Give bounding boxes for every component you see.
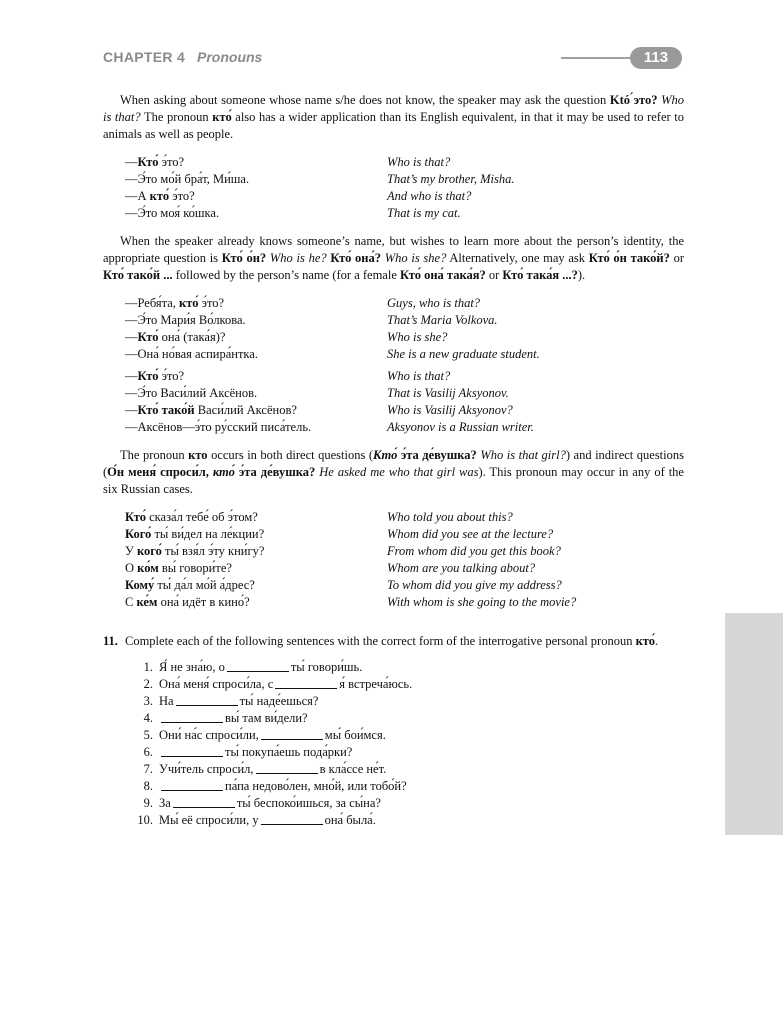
examples-block-1: [103, 154, 684, 222]
exercise-item: 1. Я́ не зна́ю, о ты́ говори́шь.: [143, 660, 363, 674]
example-row: —Э́то мо́й бра́т, Ми́ша. That’s my brother, Misha.: [125, 172, 515, 186]
exercise-item: 6. ты́ покупа́ешь пода́рки?: [143, 745, 353, 759]
answer-blank[interactable]: [261, 812, 323, 825]
chapter-label: CHAPTER 4: [103, 49, 186, 65]
paragraph-3: The pronoun кто occurs in both direct questions (Кто́ э́та де́вушка? Who is that girl?) and indirect questions (О́н меня́ спроси́л, кто́ э́та де́вушка? He asked me who that girl was). This pronoun may occur in any of the six Russian cases.: [103, 448, 684, 496]
example-row: —Кто́ э́то? Who is that?: [125, 369, 451, 383]
exercise-item: 9. За ты́ беспоко́ишься, за сы́на?: [143, 796, 381, 810]
answer-blank[interactable]: [275, 676, 337, 689]
exercise-instruction: Complete each of the following sentences with the correct form of the interrogative personal pronoun кто́.: [125, 634, 659, 648]
paragraph-2: When the speaker already knows someone’s name, but wishes to learn more about the person’s identity, the appropriate question is Кто́ о́н? Who is he? Кто́ она́? Who is she? Alternatively, one may ask Кто́ о́н тако́й? or Кто́ тако́й ... followed by the person’s name (for a female Кто́ она́ така́я? or Кто́ така́я ...?).: [103, 234, 685, 282]
example-row: Кому́ ты́ да́л мо́й а́дрес? To whom did you give my address?: [125, 578, 562, 592]
example-row: —Кто́ она́ (така́я)? Who is she?: [125, 330, 448, 344]
page-header: [103, 48, 683, 70]
answer-blank[interactable]: [173, 795, 235, 808]
exercise-item: 3. На ты́ наде́ешься?: [143, 694, 319, 708]
exercise-item: 4. вы́ там ви́дели?: [143, 711, 308, 725]
examples-block-2a: [103, 295, 684, 363]
paragraph-1: When asking about someone whose name s/he does not know, the speaker may ask the question Któ ́это? Who is that? The pronoun кто́ also has a wider application than its English equivalent, in that it may be used to refer to animals as well as people.: [103, 93, 685, 141]
exercise-item: 8. па́па недово́лен, мно́й, или тобо́й?: [143, 779, 407, 793]
example-row: У кого́ ты́ взя́л э́ту кни́гу? From whom did you get this book?: [125, 544, 561, 558]
example-row: —Кто́ э́то? Who is that?: [125, 155, 451, 169]
answer-blank[interactable]: [176, 693, 238, 706]
example-row: Кто́ сказа́л тебе́ об э́том? Who told you about this?: [125, 510, 513, 524]
answer-blank[interactable]: [227, 659, 289, 672]
example-row: —Э́то Васи́лий Аксёнов. That is Vasilij Aksyonov.: [125, 386, 509, 400]
page-number-badge: 113: [630, 47, 682, 69]
chapter-side-tab: [725, 613, 783, 835]
answer-blank[interactable]: [261, 727, 323, 740]
exercise-item: 5. Они́ на́с спроси́ли, мы́ бои́мся.: [143, 728, 386, 742]
example-row: С ке́м она́ идёт в кино́? With whom is she going to the movie?: [125, 595, 577, 609]
example-row: Кого́ ты́ ви́дел на ле́кции? Whom did you see at the lecture?: [125, 527, 554, 541]
answer-blank[interactable]: [161, 744, 223, 757]
answer-blank[interactable]: [256, 761, 318, 774]
answer-blank[interactable]: [161, 778, 223, 791]
example-row: —Кто́ тако́й Васи́лий Аксёнов? Who is Vasilij Aksyonov?: [125, 403, 513, 417]
examples-block-3: [103, 509, 684, 611]
chapter-title: Pronouns: [197, 49, 263, 65]
exercise-item: 2. Она́ меня́ спроси́ла, с я́ встреча́юсь.: [143, 677, 413, 691]
exercise-11-prompt: [103, 633, 684, 650]
example-row: —Э́то моя́ ко́шка. That is my cat.: [125, 206, 461, 220]
example-row: —Э́то Мари́я Во́лкова. That’s Maria Volkova.: [125, 313, 498, 327]
example-row: —Ребя́та, кто́ э́то? Guys, who is that?: [125, 296, 481, 310]
answer-blank[interactable]: [161, 710, 223, 723]
examples-block-2b: [103, 368, 684, 436]
exercise-item: 10. Мы́ её спроси́ли, у она́ была́.: [137, 813, 376, 827]
page-content: [103, 92, 684, 829]
example-row: —А кто́ э́то? And who is that?: [125, 189, 472, 203]
example-row: О ко́м вы́ говори́те? Whom are you talking about?: [125, 561, 536, 575]
exercise-number: 11.: [103, 634, 118, 648]
exercise-items: [125, 659, 684, 829]
exercise-item: 7. Учи́тель спроси́л, в кла́ссе не́т.: [143, 762, 387, 776]
example-row: —Она́ но́вая аспира́нтка. She is a new graduate student.: [125, 347, 540, 361]
example-row: —Аксёнов—э́то ру́сский писа́тель. Aksyonov is a Russian writer.: [125, 420, 534, 434]
